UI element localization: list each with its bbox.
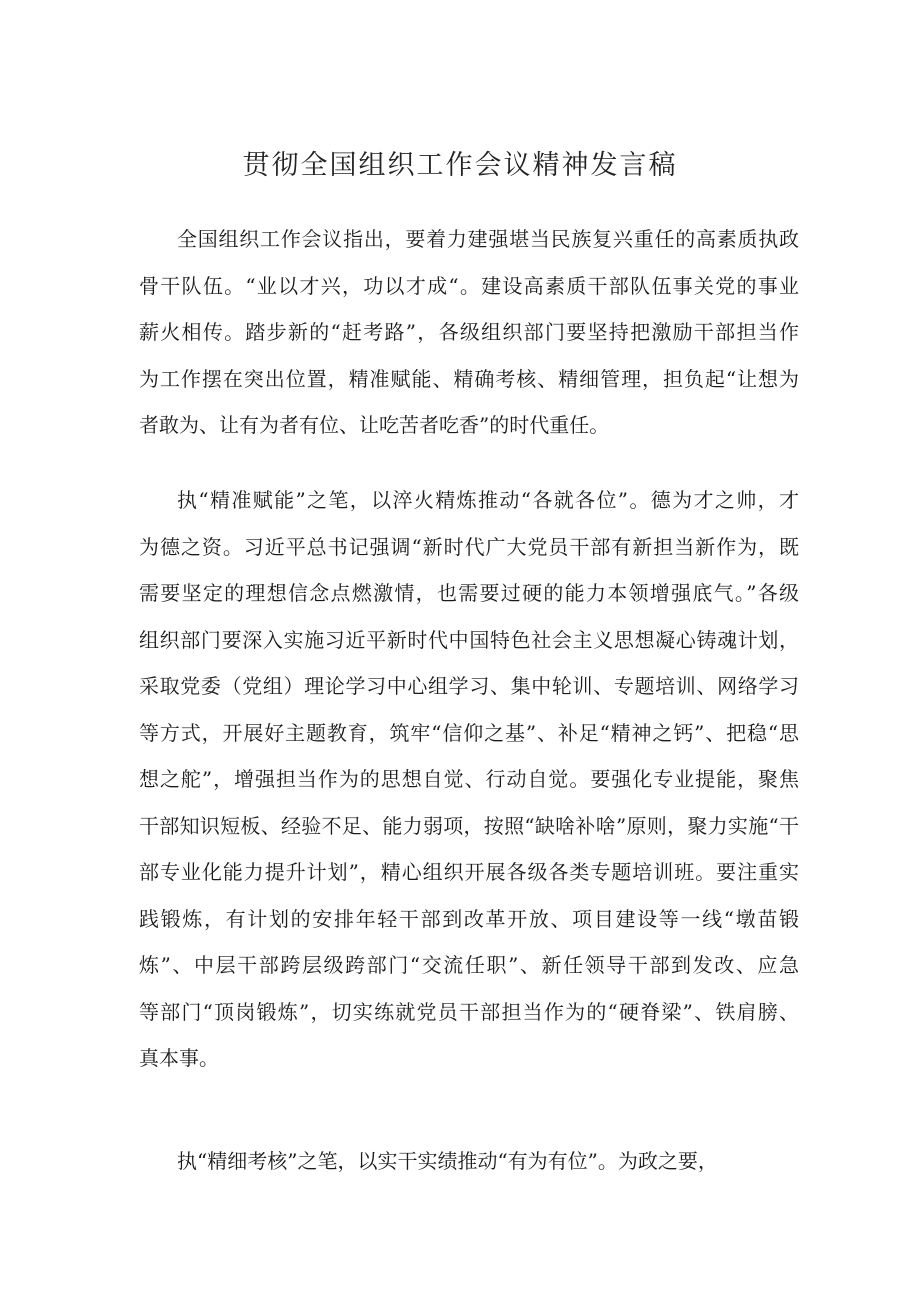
paragraph-line: 践锻炼，有计划的安排年轻干部到改革开放、项目建设等一线“墩苗锻 xyxy=(139,906,799,931)
paragraph-line: 全国组织工作会议指出，要着力建强堪当民族复兴重任的高素质执政 xyxy=(177,227,799,251)
paragraph-line: 薪火相传。踏步新的“赶考路”，各级组织部门要坚持把激励干部担当作 xyxy=(139,320,799,344)
paragraph-intro xyxy=(139,216,799,449)
paragraph-line: 干部知识短板、经验不足、能力弱项，按照“缺啥补啥”原则，聚力实施“干 xyxy=(139,813,799,838)
paragraph-precise-empowerment xyxy=(139,477,799,1082)
document-title: 贯彻全国组织工作会议精神发言稿 xyxy=(242,150,678,181)
paragraph-line: 炼”、中层干部跨层级跨部门“交流任职”、新任领导干部到发改、应急 xyxy=(139,953,799,977)
paragraph-line: 部专业化能力提升计划”，精心组织开展各级各类专题培训班。要注重实 xyxy=(139,860,799,884)
paragraph-line: 为工作摆在突出位置，精准赋能、精确考核、精细管理，担负起“让想为 xyxy=(139,366,799,391)
paragraph-line: 采取党委（党组）理论学习中心组学习、集中轮训、专题培训、网络学习 xyxy=(139,674,799,698)
paragraph-line: 执“精细考核”之笔，以实干实绩推动“有为有位”。为政之要， xyxy=(177,1149,718,1173)
paragraph-line: 真本事。 xyxy=(139,1046,219,1070)
paragraph-line: 为德之资。习近平总书记强调“新时代广大党员干部有新担当新作为，既 xyxy=(139,534,799,559)
paragraph-line: 者敢为、让有为者有位、让吃苦者吃香”的时代重任。 xyxy=(139,413,610,437)
paragraph-line: 需要坚定的理想信念点燃激情，也需要过硬的能力本领增强底气。”各级 xyxy=(139,581,799,605)
paragraph-line: 等方式，开展好主题教育，筑牢“信仰之基”、补足“精神之钙”、把稳“思 xyxy=(139,720,799,745)
paragraph-line: 组织部门要深入实施习近平新时代中国特色社会主义思想凝心铸魂计划， xyxy=(139,627,799,652)
paragraph-line: 骨干队伍。“业以才兴，功以才成“。建设高素质干部队伍事关党的事业 xyxy=(139,273,799,298)
paragraph-precise-assessment xyxy=(139,1138,799,1185)
paragraph-line: 等部门“顶岗锻炼”，切实练就党员干部担当作为的“硬脊梁”、铁肩膀、 xyxy=(139,999,799,1024)
paragraph-line: 执“精准赋能”之笔，以淬火精炼推动“各就各位”。德为才之帅，才 xyxy=(177,488,799,512)
paragraph-line: 想之舵”，增强担当作为的思想自觉、行动自觉。要强化专业提能，聚焦 xyxy=(139,767,799,791)
